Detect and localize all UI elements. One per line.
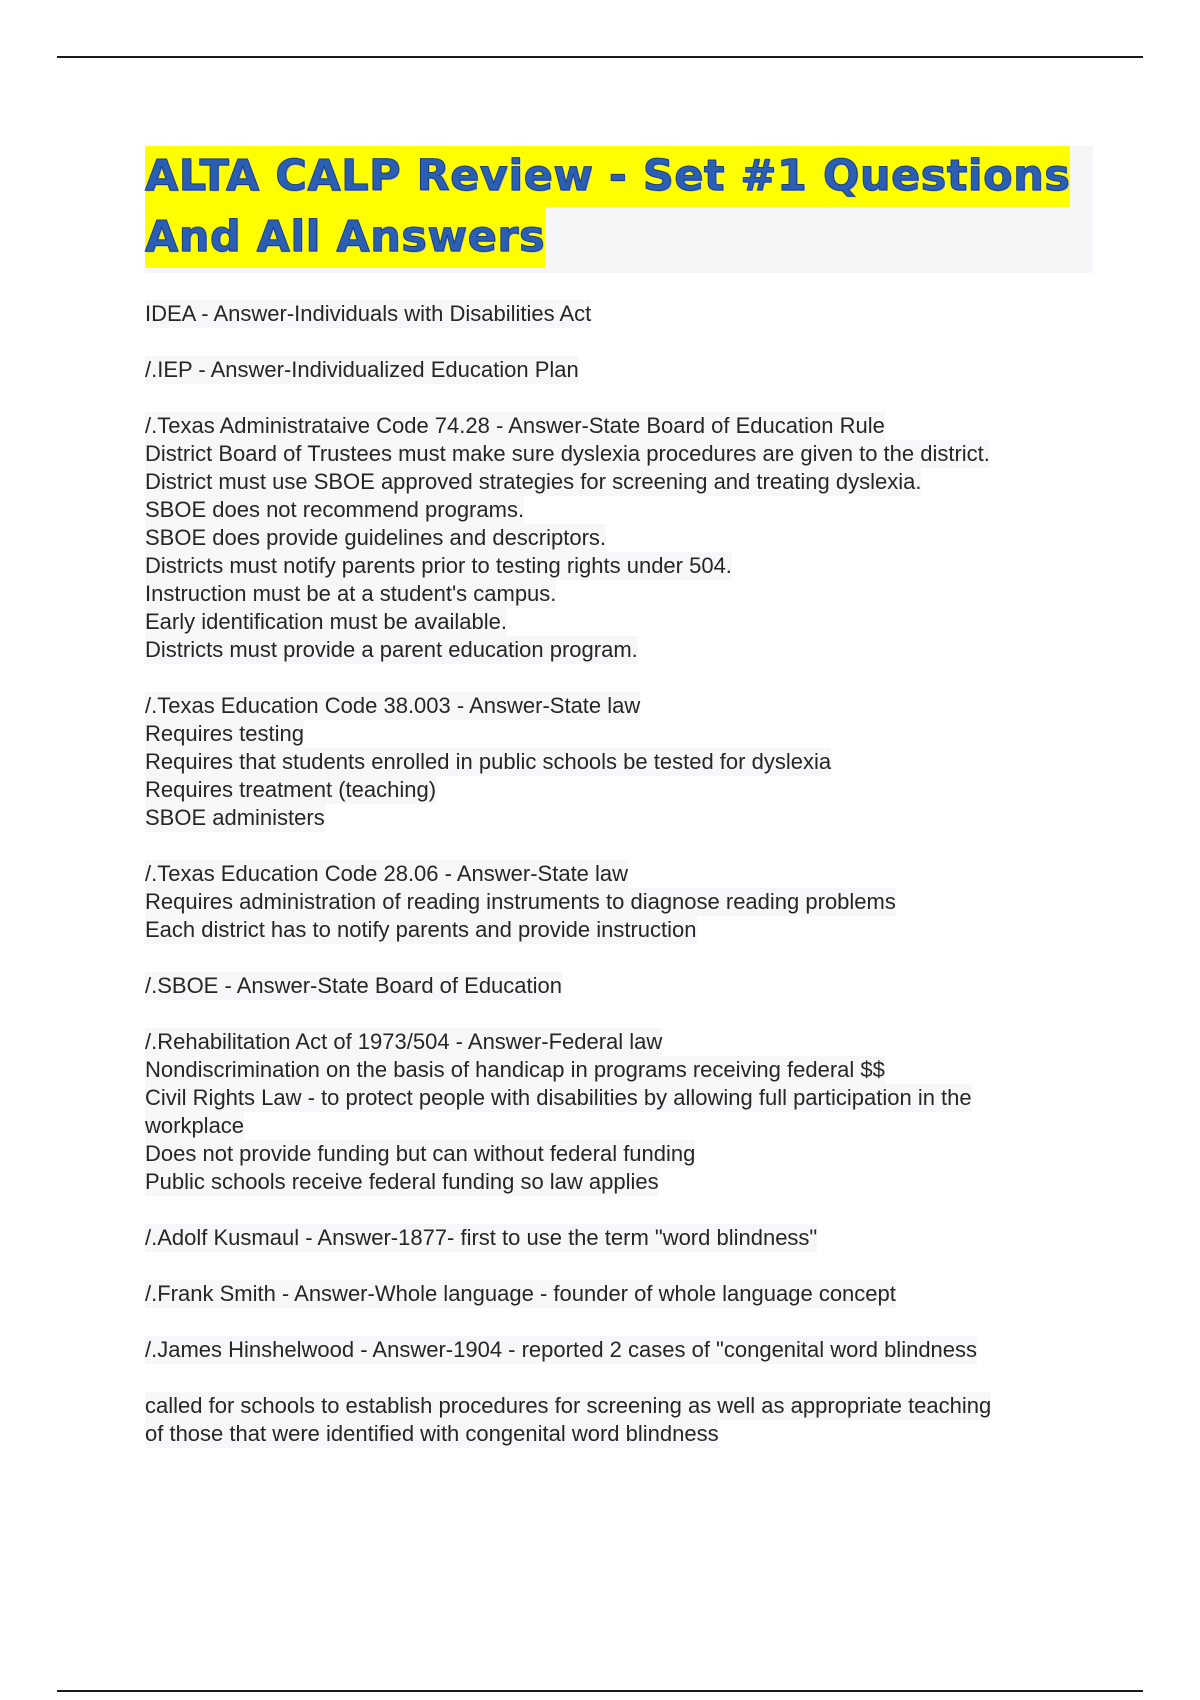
entry-line: SBOE does provide guidelines and descriptors. (145, 525, 607, 550)
qa-entry (145, 972, 1105, 1000)
entry-line: Each district has to notify parents and provide instruction (145, 917, 697, 942)
bottom-rule (57, 1690, 1143, 1692)
entry-line: /.Texas Education Code 38.003 - Answer-State law (145, 693, 641, 718)
entry-line: /.Texas Education Code 28.06 - Answer-State law (145, 861, 629, 886)
entry-line: called for schools to establish procedures for screening as well as appropriate teaching (145, 1393, 992, 1418)
entry-line: /.Rehabilitation Act of 1973/504 - Answer-Federal law (145, 1029, 663, 1054)
entry-line: /.Frank Smith - Answer-Whole language - founder of whole language concept (145, 1281, 896, 1306)
entry-line: /.Texas Administrataive Code 74.28 - Answer-State Board of Education Rule (145, 413, 885, 438)
qa-entry (145, 1224, 1105, 1252)
entry-line: /.SBOE - Answer-State Board of Education (145, 973, 562, 998)
entry-line: Nondiscrimination on the basis of handicap in programs receiving federal $$ (145, 1057, 885, 1082)
qa-entry (145, 356, 1105, 384)
qa-entry (145, 412, 1105, 664)
entry-line: Districts must provide a parent education program. (145, 637, 638, 662)
entry-line: District must use SBOE approved strategies for screening and treating dyslexia. (145, 469, 922, 494)
entry-line: Districts must notify parents prior to testing rights under 504. (145, 553, 732, 578)
entry-line: Requires treatment (teaching) (145, 777, 437, 802)
top-rule (57, 56, 1143, 58)
entry-line: SBOE does not recommend programs. (145, 497, 525, 522)
qa-entry (145, 1392, 1105, 1448)
entry-line: Instruction must be at a student's campus. (145, 581, 557, 606)
qa-entry (145, 860, 1105, 944)
entry-line: workplace (145, 1113, 245, 1138)
entry-line: SBOE administers (145, 805, 325, 830)
entry-line: IDEA - Answer-Individuals with Disabilities Act (145, 301, 592, 326)
entry-line: Requires administration of reading instruments to diagnose reading problems (145, 889, 896, 914)
entry-line: Public schools receive federal funding so law applies (145, 1169, 659, 1194)
entry-line: /.IEP - Answer-Individualized Education Plan (145, 357, 579, 382)
entry-line: Requires that students enrolled in public schools be tested for dyslexia (145, 749, 832, 774)
document-title (145, 146, 1093, 273)
entry-line: of those that were identified with congenital word blindness (145, 1421, 719, 1446)
entry-line: Requires testing (145, 721, 304, 746)
entry-line: Does not provide funding but can without federal funding (145, 1141, 696, 1166)
title-line-1: ALTA CALP Review - Set #1 Questions (145, 146, 1070, 207)
entry-line: /.Adolf Kusmaul - Answer-1877- first to use the term "word blindness" (145, 1225, 818, 1250)
qa-entry (145, 1336, 1105, 1364)
entry-line: District Board of Trustees must make sure dyslexia procedures are given to the district. (145, 441, 990, 466)
qa-entry (145, 1280, 1105, 1308)
qa-entry (145, 1028, 1105, 1196)
qa-list (145, 300, 1105, 1476)
entry-line: Early identification must be available. (145, 609, 507, 634)
qa-entry (145, 300, 1105, 328)
entry-line: /.James Hinshelwood - Answer-1904 - reported 2 cases of "congenital word blindness (145, 1337, 978, 1362)
entry-line: Civil Rights Law - to protect people with disabilities by allowing full participation in the (145, 1085, 972, 1110)
title-line-2: And All Answers (145, 207, 545, 268)
qa-entry (145, 692, 1105, 832)
